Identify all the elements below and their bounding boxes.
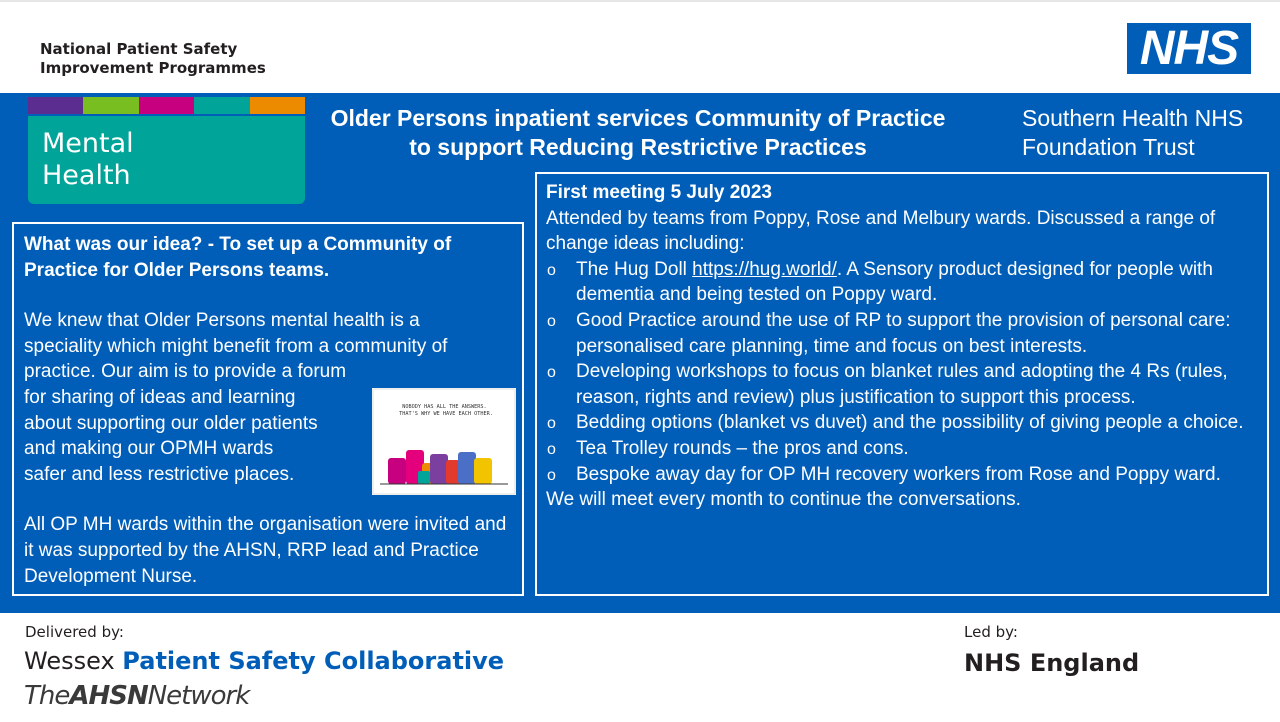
mh-line-1: Mental [42, 128, 134, 159]
cartoon-image [372, 388, 516, 495]
ahsn-network-logo [24, 681, 249, 711]
strip-3 [139, 97, 194, 114]
nhs-logo: NHS [1127, 23, 1251, 74]
idea-line: speciality which might benefit from a community of [24, 335, 448, 357]
color-strips [28, 97, 305, 114]
cartoon-caption: NOBODY HAS ALL THE ANSWERS. THAT'S WHY WE HAVE EACH OTHER. [399, 404, 493, 417]
org-line-2: Improvement Programmes [40, 59, 266, 77]
idea-line: about supporting our older patients [24, 412, 318, 434]
idea-line: and making our OPMH wards [24, 438, 274, 460]
ahsn-ahsn: AHSN [69, 681, 148, 711]
strip-5 [250, 97, 305, 114]
header [0, 0, 1280, 93]
wessex-text: Wessex [24, 647, 115, 675]
strip-1 [28, 97, 83, 114]
mh-line-2: Health [42, 160, 131, 191]
list-item: o Good Practice around the use of RP to support the provision of personal care: personalised care planning, time and focus on best interests. [546, 308, 1258, 359]
meeting-panel [535, 172, 1269, 596]
list-item [546, 257, 1258, 308]
ahsn-the: The [24, 681, 70, 711]
hug-world-link[interactable]: https://hug.world/ [692, 258, 837, 280]
idea-paragraph-2: All OP MH wards within the organisation were invited and it was supported by the AHSN, RRP lead and Practice Development Nurse. [24, 514, 507, 587]
org-name [40, 40, 266, 78]
list-item: o Bespoke away day for OP MH recovery workers from Rose and Poppy ward. [546, 462, 1258, 488]
idea-line: We knew that Older Persons mental health is a [24, 310, 420, 332]
meeting-heading: First meeting 5 July 2023 [546, 182, 772, 203]
item-text: The Hug Doll [576, 258, 693, 280]
led-by-label: Led by: [964, 623, 1018, 641]
title-line-1: Older Persons inpatient services Community of Practice [330, 105, 946, 131]
ahsn-network: Network [147, 681, 250, 711]
delivered-by-label: Delivered by: [25, 623, 124, 641]
cartoon-drawing [372, 388, 516, 495]
idea-line: safer and less restrictive places. [24, 463, 295, 485]
mental-health-badge [28, 116, 305, 204]
list-item: o Bedding options (blanket vs duvet) and the possibility of giving people a choice. [546, 410, 1258, 436]
mental-health-text [42, 128, 134, 192]
meeting-intro: Attended by teams from Poppy, Rose and Melbury wards. Discussed a range of change ideas including: [546, 207, 1216, 255]
idea-line: for sharing of ideas and learning [24, 386, 296, 408]
idea-heading: What was our idea? - To set up a Community of Practice for Older Persons teams. [24, 234, 452, 281]
title-line-2: to support Reducing Restrictive Practices [409, 134, 867, 160]
list-item: o Developing workshops to focus on blanket rules and adopting the 4 Rs (rules, reason, rights and review) plus justification to support this process. [546, 359, 1258, 410]
list-item: o Tea Trolley rounds – the pros and cons. [546, 436, 1258, 462]
org-line-1: National Patient Safety [40, 40, 238, 58]
poster-title [310, 104, 966, 162]
wessex-psc-logo [24, 647, 504, 675]
trust-name [1022, 104, 1243, 162]
psc-text: Patient Safety Collaborative [122, 647, 505, 675]
item-text: . A Sensory product designed for people with dementia and being tested on Poppy ward. [576, 258, 1213, 306]
strip-2 [83, 97, 138, 114]
nhs-england-text: NHS England [964, 649, 1140, 677]
trust-line-2: Foundation Trust [1022, 134, 1195, 160]
change-ideas-list [546, 257, 1258, 487]
meeting-closing: We will meet every month to continue the conversations. [546, 489, 1021, 511]
strip-4 [194, 97, 249, 114]
idea-line: practice. Our aim is to provide a forum [24, 361, 347, 383]
trust-line-1: Southern Health NHS [1022, 105, 1244, 131]
